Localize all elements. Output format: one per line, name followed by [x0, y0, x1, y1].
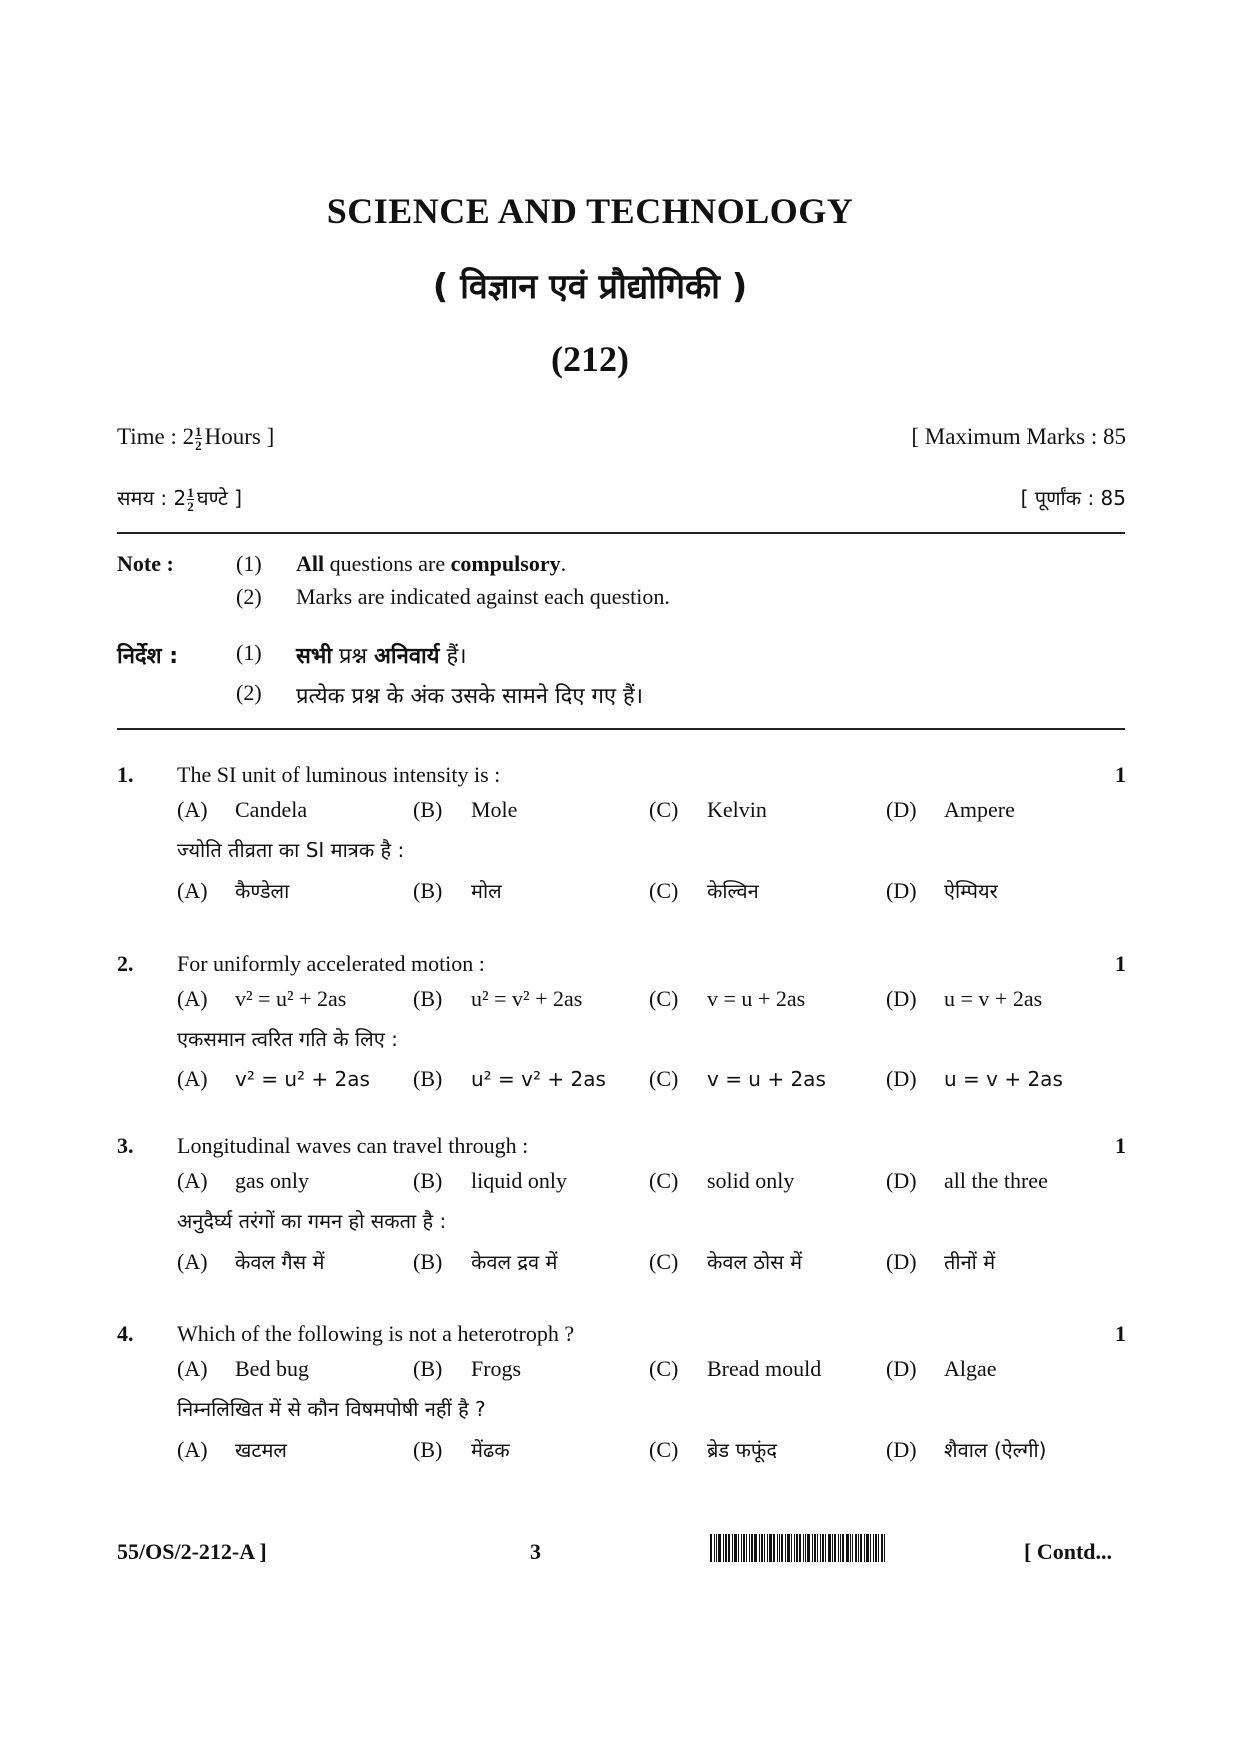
option: [413, 1248, 557, 1275]
option-value: Bread mould: [707, 1356, 822, 1381]
barcode-bar: [725, 1534, 727, 1562]
barcode-bar: [751, 1534, 753, 1562]
option-label: (C): [649, 797, 679, 822]
option-label: (A): [177, 1249, 208, 1274]
option-label: (D): [886, 1356, 917, 1381]
barcode-bar: [741, 1534, 742, 1562]
barcode-bar: [764, 1534, 765, 1562]
barcode-bar: [852, 1534, 853, 1562]
option-label: (D): [886, 797, 917, 822]
barcode-bar: [738, 1534, 739, 1562]
option-value: केवल द्रव में: [471, 1250, 558, 1274]
option-value: v = u + 2as: [707, 1067, 826, 1091]
option: [886, 1168, 1048, 1194]
option: [649, 1356, 821, 1382]
paper-code: 55/OS/2-212-A ]: [117, 1539, 267, 1564]
note-text-hindi: सभी प्रश्न अनिवार्य हैं।: [296, 644, 467, 669]
option: [649, 986, 805, 1012]
barcode-bar: [777, 1534, 778, 1562]
option: [886, 986, 1042, 1012]
barcode-bar: [814, 1534, 816, 1562]
barcode-bar: [749, 1534, 750, 1562]
option-value: all the three: [944, 1168, 1048, 1193]
divider: [117, 532, 1125, 534]
option: [886, 877, 998, 904]
barcode-bar: [860, 1534, 862, 1562]
option: [649, 1168, 794, 1194]
question-number: 1.: [117, 762, 134, 787]
question-text-hindi: अनुदैर्घ्य तरंगों का गमन हो सकता है :: [177, 1209, 447, 1233]
paper-title: SCIENCE AND TECHNOLOGY: [326, 191, 854, 231]
barcode-bar: [840, 1534, 841, 1562]
note-label: Note :: [117, 551, 174, 576]
option: [413, 877, 502, 904]
barcode-bar: [714, 1534, 715, 1562]
option-label: (B): [413, 1168, 443, 1193]
option-label: (D): [886, 986, 917, 1011]
barcode-bar: [785, 1534, 786, 1562]
option-label: (D): [886, 1437, 917, 1462]
question-text-hindi: निम्नलिखित में से कौन विषमपोषी नहीं है ?: [177, 1397, 486, 1421]
option: [649, 877, 759, 904]
option-value: Algae: [944, 1356, 997, 1381]
barcode-bar: [822, 1534, 824, 1562]
barcode-bar: [807, 1534, 810, 1562]
option-label: (B): [413, 1356, 443, 1381]
options-row: [177, 1436, 1127, 1468]
barcode-bar: [773, 1534, 775, 1562]
note-num: (2): [236, 584, 262, 609]
barcode-bar: [723, 1534, 724, 1562]
max-marks-en: [ Maximum Marks : 85: [911, 424, 1126, 449]
option-label: (B): [413, 1249, 443, 1274]
barcode-bar: [728, 1534, 730, 1562]
barcode-bar: [866, 1534, 869, 1562]
note-text-hindi: प्रत्येक प्रश्न के अंक उसके सामने दिए गए हैं।: [296, 684, 644, 709]
barcode-bar: [732, 1534, 733, 1562]
note-label-hindi: निर्देश :: [117, 644, 179, 669]
option-value: solid only: [707, 1168, 795, 1193]
barcode-bar: [805, 1534, 806, 1562]
option-label: (A): [177, 1168, 208, 1193]
option-label: (D): [886, 1168, 917, 1193]
option-value: मेंढक: [471, 1438, 510, 1462]
divider: [117, 728, 1125, 730]
option: [413, 1066, 606, 1092]
barcode-bar: [825, 1534, 826, 1562]
option: [177, 1168, 309, 1194]
question-marks: 1: [1115, 1133, 1126, 1158]
option-label: (B): [413, 1437, 443, 1462]
time-hi: समय : 2 $\frac{1}{2}$ घण्टे ]: [117, 485, 243, 515]
option-value: v² = u² + 2as: [235, 1067, 370, 1091]
options-row: [177, 797, 1127, 829]
option-label: (A): [177, 878, 208, 903]
barcode-bar: [884, 1534, 885, 1562]
options-row: [177, 877, 1127, 909]
barcode-bar: [834, 1534, 836, 1562]
option-label: (C): [649, 878, 679, 903]
barcode-bar: [873, 1534, 874, 1562]
option-value: Kelvin: [707, 797, 767, 822]
page-number: 3: [530, 1539, 541, 1564]
option: [886, 1248, 995, 1275]
question-text: For uniformly accelerated motion :: [177, 951, 485, 976]
option-label: (A): [177, 1356, 208, 1381]
time-en: Time : 2 $\frac{1}{2}$ Hours ]: [117, 424, 275, 454]
option-value: ब्रेड फफूंद: [707, 1438, 777, 1462]
option-value: कैण्डेला: [235, 879, 290, 903]
question-marks: 1: [1115, 762, 1126, 787]
continued-label: [ Contd...: [1024, 1539, 1113, 1564]
option: [649, 1248, 802, 1275]
option-label: (D): [886, 1066, 917, 1091]
option-value: v² = u² + 2as: [235, 986, 347, 1011]
option-value: liquid only: [471, 1168, 567, 1193]
option: [177, 1248, 325, 1275]
barcode-bar: [828, 1534, 831, 1562]
question-number: 3.: [117, 1133, 134, 1158]
option-value: तीनों में: [944, 1250, 996, 1274]
barcode-bar: [759, 1534, 760, 1562]
question-text: The SI unit of luminous intensity is :: [177, 762, 501, 787]
option: [177, 1436, 287, 1463]
option-label: (B): [413, 878, 443, 903]
option: [886, 1066, 1063, 1092]
option-value: ऐम्पियर: [944, 879, 998, 903]
option: [886, 1436, 1046, 1463]
barcode-bar: [832, 1534, 833, 1562]
option-value: Mole: [471, 797, 518, 822]
option: [177, 1356, 309, 1382]
option-label: (C): [649, 1249, 679, 1274]
option-value: u = v + 2as: [944, 1067, 1063, 1091]
option-label: (A): [177, 1437, 208, 1462]
option-label: (A): [177, 986, 208, 1011]
half-fraction: $\frac{1}{2}$: [187, 485, 194, 515]
options-row: [177, 1066, 1127, 1098]
note-num: (1): [236, 640, 262, 665]
option-value: केल्विन: [707, 879, 759, 903]
option-label: (C): [649, 1066, 679, 1091]
option-label: (B): [413, 797, 443, 822]
barcode-bar: [817, 1534, 818, 1562]
option-value: Candela: [235, 797, 308, 822]
barcode-bar: [846, 1534, 849, 1562]
option-value: मोल: [471, 879, 502, 903]
question-text-hindi: एकसमान त्वरित गति के लिए :: [177, 1027, 398, 1051]
option-value: u = v + 2as: [944, 986, 1043, 1011]
options-row: [177, 1248, 1127, 1280]
options-row: [177, 1356, 1127, 1388]
option: [177, 986, 346, 1012]
option-value: Bed bug: [235, 1356, 309, 1381]
barcode-bar: [791, 1534, 792, 1562]
barcode-bar: [794, 1534, 795, 1562]
barcode-bar: [870, 1534, 871, 1562]
option: [413, 1356, 521, 1382]
option-label: (C): [649, 1437, 679, 1462]
option-label: (A): [177, 1066, 208, 1091]
option: [886, 797, 1015, 823]
question-marks: 1: [1115, 1321, 1126, 1346]
barcode-bar: [787, 1534, 790, 1562]
barcode-bar: [838, 1534, 839, 1562]
option-value: केवल गैस में: [235, 1250, 325, 1274]
barcode-bar: [716, 1534, 717, 1562]
barcode-bar: [799, 1534, 801, 1562]
option-value: u² = v² + 2as: [471, 986, 583, 1011]
option-value: शैवाल (ऐल्गी): [944, 1438, 1047, 1462]
question-marks: 1: [1115, 951, 1126, 976]
option-label: (D): [886, 1249, 917, 1274]
paper-title-hindi: ( विज्ञान एवं प्रौद्योगिकी ): [432, 267, 748, 307]
barcode-bar: [754, 1534, 757, 1562]
barcode-bar: [710, 1534, 712, 1562]
note-num: (1): [236, 551, 262, 576]
option: [413, 1168, 567, 1194]
note-text: All questions are compulsory.: [296, 551, 567, 576]
barcode-bar: [767, 1534, 768, 1562]
option-label: (C): [649, 1356, 679, 1381]
half-fraction: $\frac{1}{2}$: [195, 424, 202, 454]
option-value: u² = v² + 2as: [471, 1067, 606, 1091]
barcode-bar: [769, 1534, 772, 1562]
options-row: [177, 1168, 1127, 1200]
note-text: Marks are indicated against each question.: [296, 584, 670, 609]
barcode-bar: [842, 1534, 844, 1562]
option-value: Ampere: [944, 797, 1015, 822]
barcode-bar: [746, 1534, 747, 1562]
question-number: 2.: [117, 951, 134, 976]
barcode-bar: [803, 1534, 804, 1562]
barcode-bar: [743, 1534, 745, 1562]
barcode-bar: [878, 1534, 879, 1562]
option-label: (C): [649, 986, 679, 1011]
barcode-bar: [796, 1534, 798, 1562]
barcode-bar: [734, 1534, 737, 1562]
option: [177, 1066, 370, 1092]
option-label: (D): [886, 878, 917, 903]
option-label: (B): [413, 986, 443, 1011]
option-value: gas only: [235, 1168, 309, 1193]
subject-code: (212): [551, 339, 629, 379]
barcode-bar: [875, 1534, 877, 1562]
option: [886, 1356, 997, 1382]
option-label: (C): [649, 1168, 679, 1193]
barcode-bar: [761, 1534, 763, 1562]
options-row: [177, 986, 1127, 1018]
option-value: Frogs: [471, 1356, 522, 1381]
option-label: (B): [413, 1066, 443, 1091]
barcode-bar: [779, 1534, 780, 1562]
barcode-bar: [855, 1534, 857, 1562]
barcode-bar: [781, 1534, 783, 1562]
barcode-bar: [718, 1534, 721, 1562]
option: [413, 1436, 510, 1463]
option-value: खटमल: [235, 1438, 287, 1462]
question-text: Which of the following is not a heterotroph ?: [177, 1321, 575, 1346]
option-label: (A): [177, 797, 208, 822]
question-text-hindi: ज्योति तीव्रता का SI मात्रक है :: [177, 838, 405, 862]
barcode-bar: [858, 1534, 859, 1562]
barcode-bar: [812, 1534, 813, 1562]
option: [177, 877, 289, 904]
option: [649, 1436, 777, 1463]
option: [177, 797, 307, 823]
option: [649, 797, 767, 823]
question-text: Longitudinal waves can travel through :: [177, 1133, 529, 1158]
option: [413, 986, 582, 1012]
option-value: v = u + 2as: [707, 986, 806, 1011]
barcode-bar: [820, 1534, 821, 1562]
option-value: केवल ठोस में: [707, 1250, 803, 1274]
note-num: (2): [236, 680, 262, 705]
barcode-bar: [881, 1534, 883, 1562]
option: [649, 1066, 826, 1092]
barcode-bar: [850, 1534, 851, 1562]
barcode: [710, 1534, 1010, 1562]
option: [413, 797, 517, 823]
barcode-bar: [864, 1534, 865, 1562]
question-number: 4.: [117, 1321, 134, 1346]
max-marks-hi: [ पूर्णांक : 85: [1020, 486, 1126, 510]
